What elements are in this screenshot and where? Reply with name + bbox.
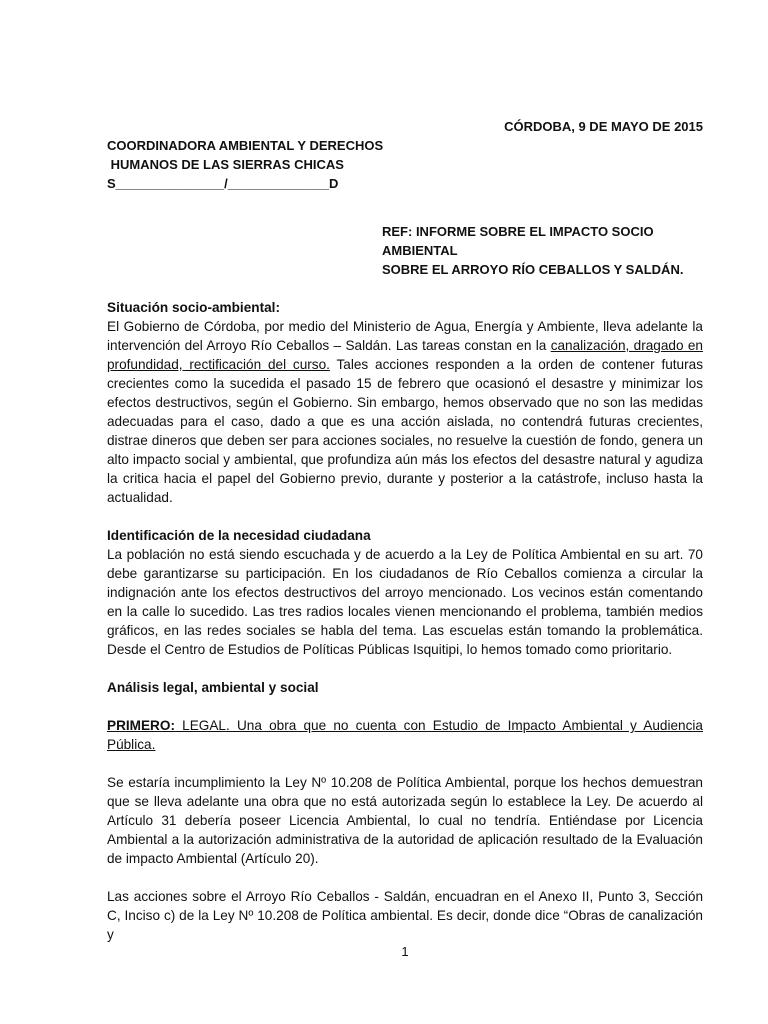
section-heading: Situación socio-ambiental: bbox=[107, 300, 280, 315]
document-body bbox=[107, 298, 703, 944]
paragraph-text: El Gobierno de Córdoba, por medio del Ministerio de Agua, Energía y Ambiente, lleva adelante la intervención del Arroyo Río Ceballos – Saldán. Las tareas constan en la bbox=[107, 319, 703, 353]
addressee-line: HUMANOS DE LAS SIERRAS CHICAS bbox=[107, 157, 344, 172]
addressee-line: S_______________/______________D bbox=[107, 176, 339, 191]
section-paragraph: Se estaría incumplimiento la Ley Nº 10.208 de Política Ambiental, porque los hechos demuestran que se lleva adelante una obra que no está autorizada según lo establece la Ley. De acuerdo al Artículo 31 debería poseer Licencia Ambiental, lo cual no tendría. Entiéndase por Licencia Ambiental a la autorización administrativa de la autoridad de aplicación resultado de la Evaluación de impacto Ambiental (Artículo 20). bbox=[107, 775, 703, 866]
reference-line: REF: INFORME SOBRE EL IMPACTO SOCIO AMBIENTAL bbox=[382, 224, 654, 258]
section-paragraph: La población no está siendo escuchada y de acuerdo a la Ley de Política Ambiental en su art. 70 debe garantizarse su participación. En los ciudadanos de Río Ceballos comienza a circular la indignación ante los efectos destructivos del arroyo mencionado. Los vecinos están comentando en la calle lo sucedido. Las tres radios locales vienen mencionando el problema, también medios gráficos, en las redes sociales se habla del tema. Las escuelas están tomando la problemática. Desde el Centro de Estudios de Políticas Públicas Isquitipi, lo hemos tomado como prioritario. bbox=[107, 547, 703, 657]
section-paragraph: Las acciones sobre el Arroyo Río Ceballos - Saldán, encuadran en el Anexo II, Punto 3, Sección C, Inciso c) de la Ley Nº 10.208 de Política ambiental. Es decir, donde dice “Obras de canalización y bbox=[107, 889, 703, 942]
section-heading: Identificación de la necesidad ciudadana bbox=[107, 528, 371, 543]
addressee-block bbox=[107, 136, 383, 193]
subsection-text: LEGAL. Una obra que no cuenta con Estudio de Impacto Ambiental y Audiencia Pública. bbox=[107, 718, 703, 752]
addressee-line: COORDINADORA AMBIENTAL Y DERECHOS bbox=[107, 138, 384, 153]
letter-date: CÓRDOBA, 9 DE MAYO DE 2015 bbox=[504, 119, 703, 134]
reference-line: SOBRE EL ARROYO RÍO CEBALLOS Y SALDÁN. bbox=[382, 262, 684, 277]
document-page bbox=[107, 0, 703, 1024]
section-heading: Análisis legal, ambiental y social bbox=[107, 680, 319, 695]
subsection-title bbox=[107, 716, 703, 754]
paragraph-text: Tales acciones responden a la orden de contener futuras crecientes como la sucedida el pasado 15 de febrero que ocasionó el desastre y minimizar los efectos destructivos, según el Gobierno. Sin embargo, hemos observado que no son las medidas adecuadas para el caso, dado a que es una acción aislada, no contendrá futuras crecientes, distrae dineros que deben ser para acciones sociales, no resuelve la cuestión de fondo, genera un alto impacto social y ambiental, que profundiza aún más los efectos del desastre natural y agudiza la critica hacia el papel del Gobierno previo, durante y posterior a la catástrofe, incluso hasta la actualidad. bbox=[107, 357, 703, 505]
subsection-label: PRIMERO: bbox=[107, 718, 175, 733]
page-number: 1 bbox=[401, 944, 409, 959]
underlined-text: canalización, dragado en profundidad, rectificación del curso. bbox=[107, 338, 703, 372]
reference-block bbox=[382, 222, 703, 279]
section-paragraph bbox=[107, 317, 703, 507]
